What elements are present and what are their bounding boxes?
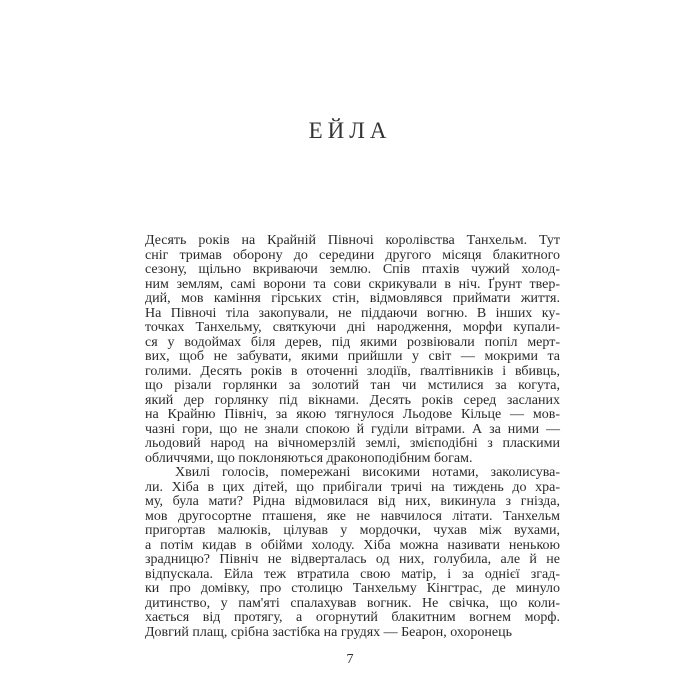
page-number: 7 [346, 652, 354, 667]
text-line: ки про домівку, про столицю Танхельму Кінгтрас, де минуло [145, 581, 560, 596]
text-line: ним землям, самі ворони та сови скрикували в ніч. Ґрунт твер- [145, 276, 560, 292]
text-line: хається від протягу, а огорнутий блакитним вогнем морф. [145, 610, 560, 625]
paragraph [145, 234, 560, 466]
text-line: дий, мов каміння гірських стін, відмовлявся приймати життя. [145, 291, 560, 306]
body-text [145, 234, 560, 640]
text-line: відпускала. Ейла теж втратила свою матір, і за однієї згад- [145, 566, 560, 582]
text-line: ся у водоймах біля дерев, під якими розвіювали попіл мерт- [145, 334, 560, 350]
text-line: ли. Хіба в цих дітей, що прибігали тричі на тиждень до хра- [145, 479, 560, 495]
text-line: чазні гори, що не знали спокою й гуділи вітрами. А за ними — [145, 421, 560, 437]
text-line: вих, щоб не забувати, якими прийшли у світ — мокрими та [145, 349, 560, 364]
text-line: льодовий народ на вічномерзлій землі, змієподібні з пласкими [145, 436, 560, 451]
text-line: сезону, щільно вкриваючи землю. Спів птахів чужий холод- [145, 262, 560, 277]
text-line: На Півночі тіла закопували, не піддаючи вогню. В інших ку- [145, 305, 560, 321]
text-line: Довгий плащ, срібна застібка на грудях — Беарон, охоронець [145, 624, 512, 640]
text-line: точках Танхельму, святкуючи дні народження, морфи купали- [145, 320, 560, 335]
text-line: який дер горлянку під вікнами. Десять років серед засланих [145, 392, 560, 408]
text-line: му, була мати? Рідна відмовилася від них, викинула з гнізда, [145, 494, 560, 509]
text-line: обличчями, що поклоняються драконоподібним богам. [145, 450, 473, 466]
text-line: Десять років на Крайній Півночі королівства Танхельм. Тут [145, 233, 560, 248]
text-line: на Крайню Північ, за якою тягнулося Льодове Кільце — мов- [145, 407, 560, 422]
text-line: що різали горлянки за золотий тан чи мстилися за когута, [145, 378, 560, 393]
text-line: а потім кидав в обійми холоду. Хіба можна називати ненькою [145, 537, 560, 553]
text-line: Хвилі голосів, помережані високими нотами, заколисува- [175, 465, 560, 480]
paragraph [145, 466, 560, 640]
text-line: мов другосортне пташеня, яке не навчилося літати. Танхельм [145, 508, 560, 524]
text-line: пригортав малюків, цілував у мордочки, чухав між вухами, [145, 523, 560, 538]
chapter-title: ЕЙЛА [308, 118, 392, 143]
text-line: сніг тримав оборону до середини другого місяця блакитного [145, 247, 560, 263]
text-line: зрадницю? Північ не відверталась од них, голубила, але й не [145, 552, 560, 567]
text-line: голими. Десять років в оточенні злодіїв, ґвалтівників і вбивць, [145, 363, 560, 379]
text-line: дитинство, у пам'яті спалахував вогник. Не свічка, що коли- [145, 595, 560, 611]
